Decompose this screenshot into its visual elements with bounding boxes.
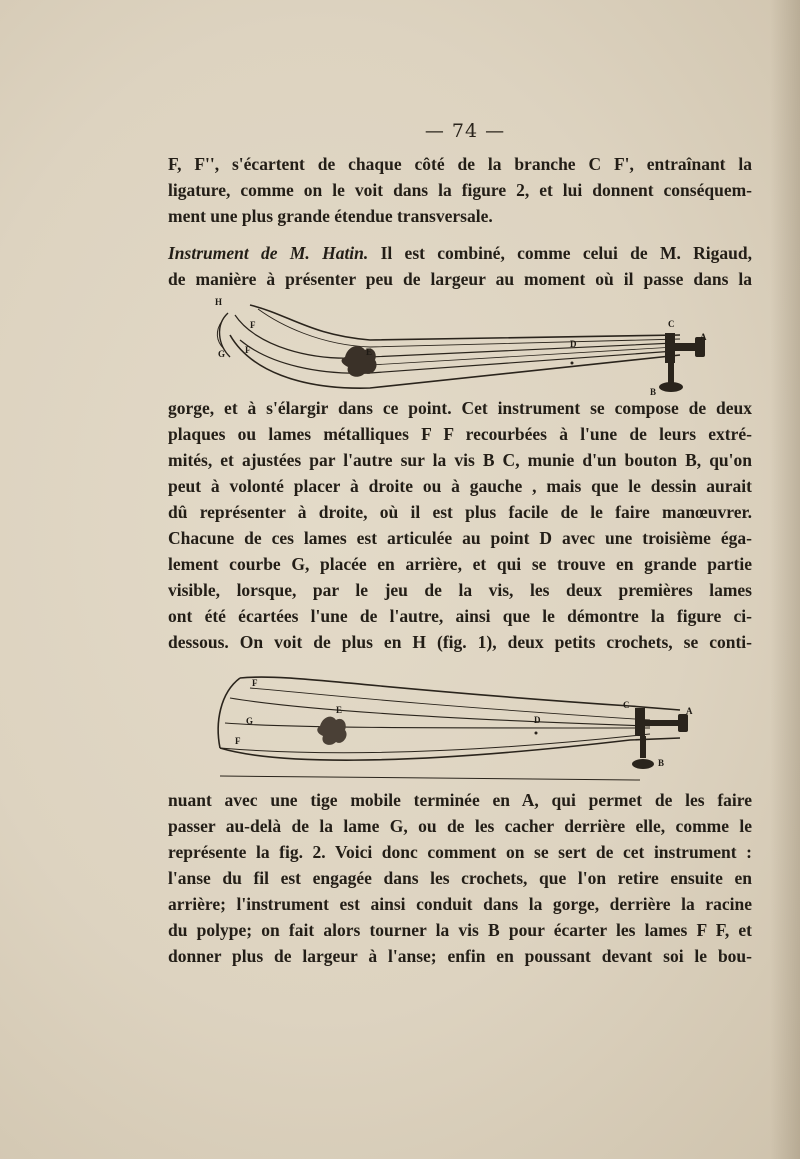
text-line: dessous. On voit de plus en H (fig. 1), deux petits crochets, se conti-	[168, 632, 752, 652]
text-line: peut à volonté placer à droite ou à gauche , mais que le dessin aurait	[168, 476, 752, 496]
label-F-low: F	[235, 736, 241, 746]
text-line: Chacune de ces lames est articulée au point D avec une troisième éga-	[168, 528, 752, 548]
text-line: arrière; l'instrument est ainsi conduit dans la gorge, derrière la racine	[168, 894, 752, 914]
page-edge-shadow	[770, 0, 800, 1159]
text-fragment: Il est combiné, comme celui de M. Rigaud,	[368, 243, 752, 263]
text-line: dû représenter à droite, où il est plus facile de le faire manœuvrer.	[168, 502, 752, 522]
label-E: E	[336, 705, 343, 715]
text-line: ment une plus grande étendue transversale.	[168, 206, 493, 226]
label-C: C	[623, 700, 630, 710]
text-line: du polype; on fait alors tourner la vis B pour écarter les lames F F, et	[168, 920, 752, 940]
label-A: A	[686, 706, 693, 716]
label-G: G	[246, 716, 254, 726]
text-line: ont été écartées l'une de l'autre, ainsi que le démontre la figure ci-	[168, 606, 752, 626]
label-D: D	[570, 339, 577, 349]
text-line: nuant avec une tige mobile terminée en A, qui permet de les faire	[168, 790, 752, 810]
text-line	[168, 240, 752, 266]
page-number: — 74 —	[424, 120, 506, 142]
label-H: H	[215, 297, 223, 307]
text-line: passer au-delà de la lame G, ou de les cacher derrière elle, comme le	[168, 816, 752, 836]
text-line: visible, lorsque, par le jeu de la vis, les deux premières lames	[168, 580, 752, 600]
figure-1-drawing	[210, 295, 715, 400]
text-line: donner plus de largeur à l'anse; enfin en poussant devant soi le bou-	[168, 946, 752, 966]
text-line: gorge, et à s'élargir dans ce point. Cet instrument se compose de deux	[168, 398, 752, 418]
paragraph-2	[168, 240, 752, 292]
figure-2-drawing	[210, 668, 715, 786]
text-line: l'anse du fil est engagée dans les crochets, que l'on retire ensuite en	[168, 868, 752, 888]
label-C: C	[668, 319, 675, 329]
text-line: mités, et ajustées par l'autre sur la vis B C, munie d'un bouton B, qu'on	[168, 450, 752, 470]
text-line: F, F'', s'écartent de chaque côté de la branche C F', entraînant la	[168, 154, 752, 174]
label-D: D	[534, 715, 541, 725]
label-A: A	[700, 332, 707, 342]
paragraph-4	[168, 787, 752, 969]
label-F-top: F	[252, 678, 258, 688]
label-E: E	[366, 347, 373, 357]
label-B: B	[650, 387, 657, 397]
label-B: B	[658, 758, 665, 768]
label-F-low: F	[245, 345, 251, 355]
figure-1-illustration	[210, 295, 715, 400]
figure-2-illustration	[210, 668, 715, 786]
paragraph-1	[168, 151, 752, 229]
text-line: de manière à présenter peu de largeur au moment où il passe dans la	[168, 269, 752, 289]
instrument-heading: Instrument de M. Hatin.	[168, 243, 369, 263]
text-line: représente la fig. 2. Voici donc comment on se sert de cet instrument :	[168, 842, 752, 862]
text-line: lement courbe G, placée en arrière, et qui se trouve en grande partie	[168, 554, 752, 574]
text-line: ligature, comme on le voit dans la figure 2, et lui donnent conséquem-	[168, 180, 752, 200]
paragraph-3	[168, 395, 752, 655]
text-line: plaques ou lames métalliques F F recourbées à l'une de leurs extré-	[168, 424, 752, 444]
label-G: G	[218, 349, 226, 359]
label-F-top: F	[250, 320, 256, 330]
